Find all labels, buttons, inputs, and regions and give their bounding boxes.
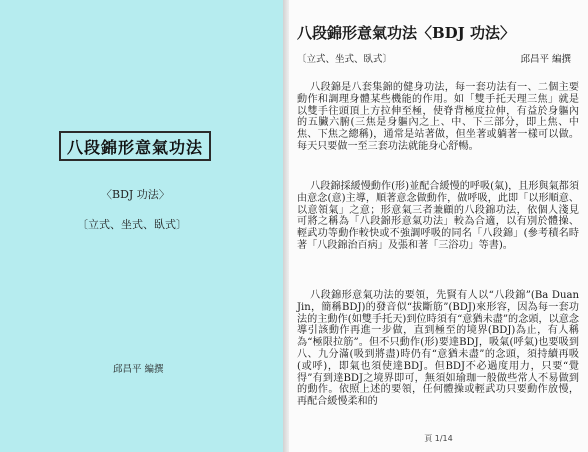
document-page <box>289 0 588 452</box>
paragraph-1: 八段錦是八套集錦的健身功法，每一套功法有一、二個主要動作和調理身體某些機能的作用。如「雙手托天理三焦」就是以雙手往頭頂上方拉伸至極，使脊背極度拉伸，有益於身軀內的五臟六腑(三焦是身軀內之上、中、下三部分，即上焦、中焦、下焦之總稱)，通常是站著做，但坐著或躺著一樣可以做。每天只要做一至三套功法就能身心舒暢。 <box>297 82 579 152</box>
paragraph-3: 八段錦形意氣功法的要領，先賢有人以“八段錦”(Ba Duan Jin，簡稱BDJ)的發音似“拔斷筋”(BDJ)來形容，因為每一套功法的主動作(如雙手托天)到位時須有“意猶未盡”的念頭，以意念導引該動作再進一步做，直到極至的境界(BDJ)為止，有人稱為“極限拉筋”。但不只動作(形)要達BDJ，吸氣(呼氣)也要吸到八、九分滿(吸到將盡)時仍有“意猶未盡”的念頭，須持續再吸(或呼)，即氣也須使達BDJ。但BDJ不必過度用力，只要“覺得”有到達BDJ之境界即可，無須如瑜珈一般做些常人不易做到的動作。依照上述的要領，任何體操或輕武功只要動作放慢，再配合緩慢柔和的 <box>297 290 583 408</box>
page-subheader <box>297 51 579 65</box>
page-number: 頁 1/14 <box>424 434 453 443</box>
paragraph-2: 八段錦採緩慢動作(形)並配合緩慢的呼吸(氣)，且形與氣都須由意念(意)主導，順著意念做動作，做呼吸，此即「以形順意、以意領氣」之意；形意氣三者兼顧的八段錦功法，依個人淺見可將之稱為「八段錦形意氣功法」較為合適，以有別於體操、輕武功等動作較快或不強調呼吸的同名「八段錦」(參考積名時著「八段錦治百病」及張和著「三浴功」等書)。 <box>297 181 579 251</box>
cover-styles: 〔立式、坐式、臥式〕 <box>77 218 187 231</box>
page-title: 八段錦形意氣功法〈BDJ 功法〉 <box>297 24 516 42</box>
cover-title: 八段錦形意氣功法 <box>59 131 211 161</box>
page-styles: 〔立式、坐式、臥式〕 <box>297 54 393 65</box>
cover-page <box>0 0 283 452</box>
cover-author: 邱昌平 編撰 <box>113 364 164 375</box>
page-author: 邱昌平 編撰 <box>520 54 571 65</box>
cover-subtitle: 〈BDJ 功法〉 <box>101 188 170 201</box>
